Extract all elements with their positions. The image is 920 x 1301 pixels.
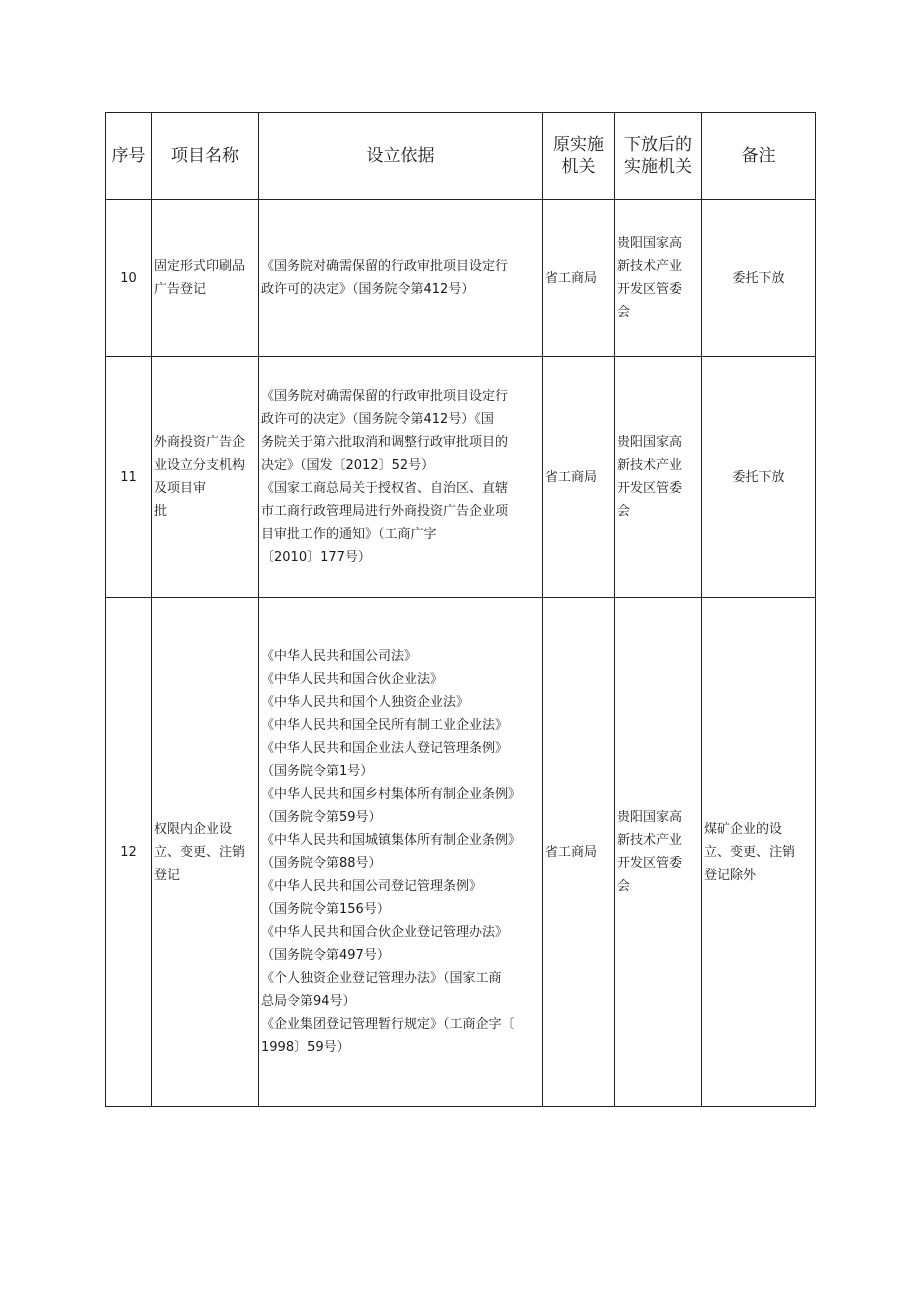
header-seq: 序号: [106, 113, 152, 200]
row-new-authority-line: 开发区管委: [617, 481, 683, 496]
header-original-authority: [543, 113, 615, 200]
row-basis-line: 《企业集团登记管理暂行规定》（工商企字〔: [261, 1017, 515, 1032]
row-name: [152, 357, 259, 598]
row-remark-line: 立、变更、注销: [704, 844, 796, 860]
row-basis: [259, 200, 543, 357]
row-remark-line: 委托下放: [732, 469, 785, 485]
approval-items-table: [105, 112, 816, 1107]
row-basis-line: 《中华人民共和国公司法》: [261, 649, 418, 664]
row-remark-line: 煤矿企业的设: [704, 821, 783, 837]
row-basis-line: 《国务院对确需保留的行政审批项目设定行: [261, 389, 509, 404]
row-new-authority-line: 会: [617, 879, 631, 894]
row-new-authority: [615, 357, 702, 598]
row-new-authority-line: 新技术产业: [617, 259, 683, 274]
row-basis-line: 《中华人民共和国合伙企业法》: [261, 672, 444, 687]
row-basis-line: 《中华人民共和国城镇集体所有制企业条例》: [261, 833, 522, 848]
row-basis-line: （国务院令第88号）: [261, 856, 382, 871]
row-basis: [259, 598, 543, 1107]
row-original-authority: 省工商局: [543, 200, 615, 357]
row-remark: [702, 357, 816, 598]
row-new-authority: [615, 598, 702, 1107]
row-basis-line: 《中华人民共和国个人独资企业法》: [261, 695, 470, 710]
row-basis-line: 《国家工商总局关于授权省、自治区、直辖: [261, 481, 509, 496]
row-basis-line: 《中华人民共和国企业法人登记管理条例》: [261, 741, 509, 756]
row-name-line: 权限内企业设: [154, 821, 233, 837]
header-original-line2: 机关: [561, 157, 596, 177]
row-seq: 10: [106, 200, 152, 357]
row-basis: [259, 357, 543, 598]
row-new-authority-line: 贵阳国家高: [617, 810, 683, 825]
row-remark-line: 登记除外: [704, 867, 757, 883]
row-basis-line: 务院关于第六批取消和调整行政审批项目的: [261, 435, 509, 450]
row-remark: [702, 200, 816, 357]
row-basis-line: 《个人独资企业登记管理办法》（国家工商: [261, 971, 502, 986]
header-original-line1: 原实施: [553, 135, 604, 155]
header-new-authority: [615, 113, 702, 200]
row-name: [152, 200, 259, 357]
row-remark-line: 委托下放: [732, 270, 785, 286]
row-basis-line: 《中华人民共和国乡村集体所有制企业条例》: [261, 787, 522, 802]
row-basis-line: 《中华人民共和国公司登记管理条例》: [261, 879, 483, 894]
row-basis-line: 总局令第94号）: [261, 994, 356, 1009]
row-seq: 11: [106, 357, 152, 598]
row-basis-line: 决定》（国发〔2012〕52号）: [261, 458, 435, 473]
row-new-authority-line: 开发区管委: [617, 856, 683, 871]
header-basis: 设立依据: [259, 113, 543, 200]
table-row: [106, 200, 816, 357]
header-new-line2: 实施机关: [624, 157, 692, 177]
table-row: [106, 598, 816, 1107]
row-basis-line: 《中华人民共和国合伙企业登记管理办法》: [261, 925, 509, 940]
row-new-authority-line: 贵阳国家高: [617, 435, 683, 450]
row-basis-line: 政许可的决定》（国务院令第412号）《国: [261, 412, 494, 427]
row-new-authority-line: 新技术产业: [617, 833, 683, 848]
row-new-authority-line: 开发区管委: [617, 282, 683, 297]
row-basis-line: 〔2010〕177号）: [261, 550, 371, 565]
row-name-line: 及项目审: [154, 481, 207, 496]
row-basis-line: 市工商行政管理局进行外商投资广告企业项: [261, 504, 509, 519]
row-name-line: 登记: [154, 867, 181, 883]
row-name-line: 外商投资广告企: [154, 435, 246, 450]
row-basis-line: 《中华人民共和国全民所有制工业企业法》: [261, 718, 509, 733]
row-seq: 12: [106, 598, 152, 1107]
row-new-authority-line: 贵阳国家高: [617, 236, 683, 251]
row-name-line: 固定形式印刷品: [154, 259, 246, 274]
row-basis-line: 《国务院对确需保留的行政审批项目设定行: [261, 259, 509, 274]
row-original-authority: 省工商局: [543, 357, 615, 598]
row-name-line: 批: [154, 504, 168, 519]
row-name-line: 立、变更、注销: [154, 844, 246, 860]
row-name: [152, 598, 259, 1107]
row-name-line: 业设立分支机构: [154, 458, 246, 473]
row-basis-line: （国务院令第1号）: [261, 764, 374, 779]
row-basis-line: 目审批工作的通知》（工商广字: [261, 527, 437, 542]
row-basis-line: （国务院令第59号）: [261, 810, 382, 825]
header-new-line1: 下放后的: [624, 135, 692, 155]
row-new-authority-line: 会: [617, 504, 631, 519]
header-remark: 备注: [702, 113, 816, 200]
row-basis-line: 1998〕59号）: [261, 1040, 350, 1055]
table-row: [106, 357, 816, 598]
header-row: [106, 113, 816, 200]
row-basis-line: （国务院令第156号）: [261, 902, 390, 917]
row-basis-line: （国务院令第497号）: [261, 948, 390, 963]
row-new-authority: [615, 200, 702, 357]
row-original-authority: 省工商局: [543, 598, 615, 1107]
row-remark: [702, 598, 816, 1107]
row-new-authority-line: 新技术产业: [617, 458, 683, 473]
row-basis-line: 政许可的决定》（国务院令第412号）: [261, 282, 475, 297]
header-name: 项目名称: [152, 113, 259, 200]
row-name-line: 广告登记: [154, 282, 207, 297]
row-new-authority-line: 会: [617, 305, 631, 320]
